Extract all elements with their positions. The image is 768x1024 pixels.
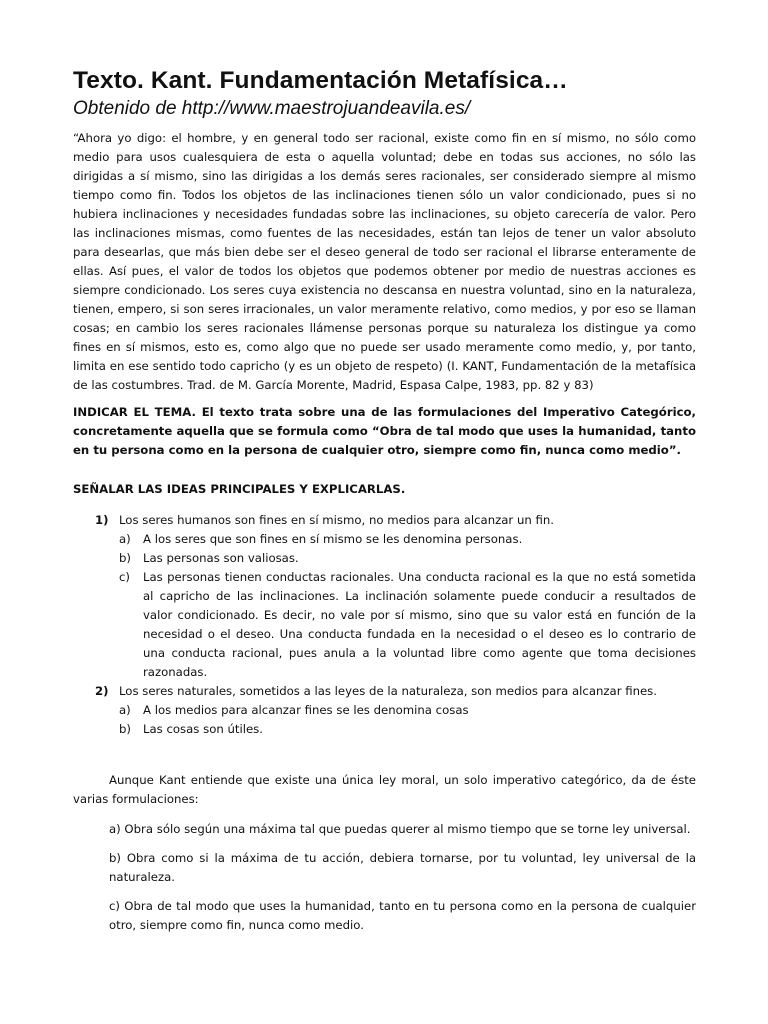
idea-subitem <box>73 568 696 682</box>
formulation-item: c) Obra de tal modo que uses la humanidad, tanto en tu persona como en la persona de cualquier otro, siempre como fin, nunca como medio. <box>109 899 696 932</box>
subitem-letter: a) <box>119 532 131 546</box>
idea-subitem <box>73 549 696 568</box>
ideas-list <box>73 511 696 739</box>
idea-item <box>73 511 696 530</box>
kant-quote: “Ahora yo digo: el hombre, y en general todo ser racional, existe como fin en sí mismo, no sólo como medio para usos cualesquiera de esta o aquella voluntad; debe en todas sus acciones, no sólo las dirigidas a sí mismo, sino las dirigidas a los demás seres racionales, ser considerado siempre al mismo tiempo como fin. Todos los objetos de las inclinaciones tienen sólo un valor condicionado, pues si no hubiera inclinaciones y necesidades fundadas sobre las inclinaciones, su objeto carecería de valor. Pero las inclinaciones mismas, como fuentes de las necesidades, están tan lejos de tener un valor absoluto para desearlas, que más bien debe ser el deseo general de todo ser racional el librarse enteramente de ellas. Así pues, el valor de todos los objetos que podemos obtener por medio de nuestras acciones es siempre condicionado. Los seres cuya existencia no descansa en nuestra voluntad, sino en la naturaleza, tienen, empero, si son seres irracionales, un valor meramente relativo, como medios, y por eso se llaman cosas; en cambio los seres racionales llámense personas porque su naturaleza los distingue ya como fines en sí mismos, esto es, como algo que no puede ser usado meramente como medio, y, por tanto, limita en ese sentido todo capricho (y es un objeto de respeto) (I. KANT, Fundamentación de la metafísica de las costumbres. Trad. de M. García Morente, Madrid, Espasa Calpe, 1983, pp. 82 y 83) <box>73 131 696 392</box>
subitem-text: Las cosas son útiles. <box>143 722 263 736</box>
subitem-letter: c) <box>119 570 130 584</box>
formulations-intro: Aunque Kant entiende que existe una única ley moral, un solo imperativo categórico, da de éste varias formulaciones: <box>73 773 696 806</box>
idea-text: Los seres naturales, sometidos a las leyes de la naturaleza, son medios para alcanzar fines. <box>119 684 657 698</box>
formulation-item: a) Obra sólo según una máxima tal que puedas querer al mismo tiempo que se torne ley universal. <box>109 822 691 836</box>
idea-number: 2) <box>95 684 109 698</box>
formulation-item: b) Obra como si la máxima de tu acción, debiera tornarse, por tu voluntad, ley universal de la naturaleza. <box>109 851 696 884</box>
document-title: Texto. Kant. Fundamentación Metafísica… <box>73 67 568 94</box>
subitem-text: Las personas tienen conductas racionales. Una conducta racional es la que no está sometida al capricho de las inclinaciones. La inclinación solamente puede conducir a resultados de valor condicionado. Es decir, no vale por sí mismo, sino que su valor está en función de la necesidad o el deseo. Una conducta fundada en la necesidad o el deseo es lo contrario de una conducta racional, pues anula a la voluntad libre como agente que toma decisiones razonadas. <box>143 570 696 679</box>
idea-item <box>73 682 696 701</box>
idea-number: 1) <box>95 513 109 527</box>
subitem-text: A los seres que son fines en sí mismo se les denomina personas. <box>143 532 523 546</box>
subitem-text: Las personas son valiosas. <box>143 551 299 565</box>
subitem-text: A los medios para alcanzar fines se les denomina cosas <box>143 703 469 717</box>
source-line: Obtenido de http://www.maestrojuandeavila.es/ <box>73 98 471 119</box>
idea-subitem <box>73 701 696 720</box>
ideas-heading: SEÑALAR LAS IDEAS PRINCIPALES Y EXPLICARLAS. <box>73 482 406 496</box>
subitem-letter: b) <box>119 551 131 565</box>
subitem-letter: b) <box>119 722 131 736</box>
idea-text: Los seres humanos son fines en sí mismo, no medios para alcanzar un fin. <box>119 513 554 527</box>
theme-paragraph: INDICAR EL TEMA. El texto trata sobre una de las formulaciones del Imperativo Categórico, concretamente aquella que se formula como “Obra de tal modo que uses la humanidad, tanto en tu persona como en la persona de cualquier otro, siempre como fin, nunca como medio”. <box>73 405 696 457</box>
idea-subitem <box>73 530 696 549</box>
subitem-letter: a) <box>119 703 131 717</box>
idea-subitem <box>73 720 696 739</box>
document-page <box>73 66 696 935</box>
